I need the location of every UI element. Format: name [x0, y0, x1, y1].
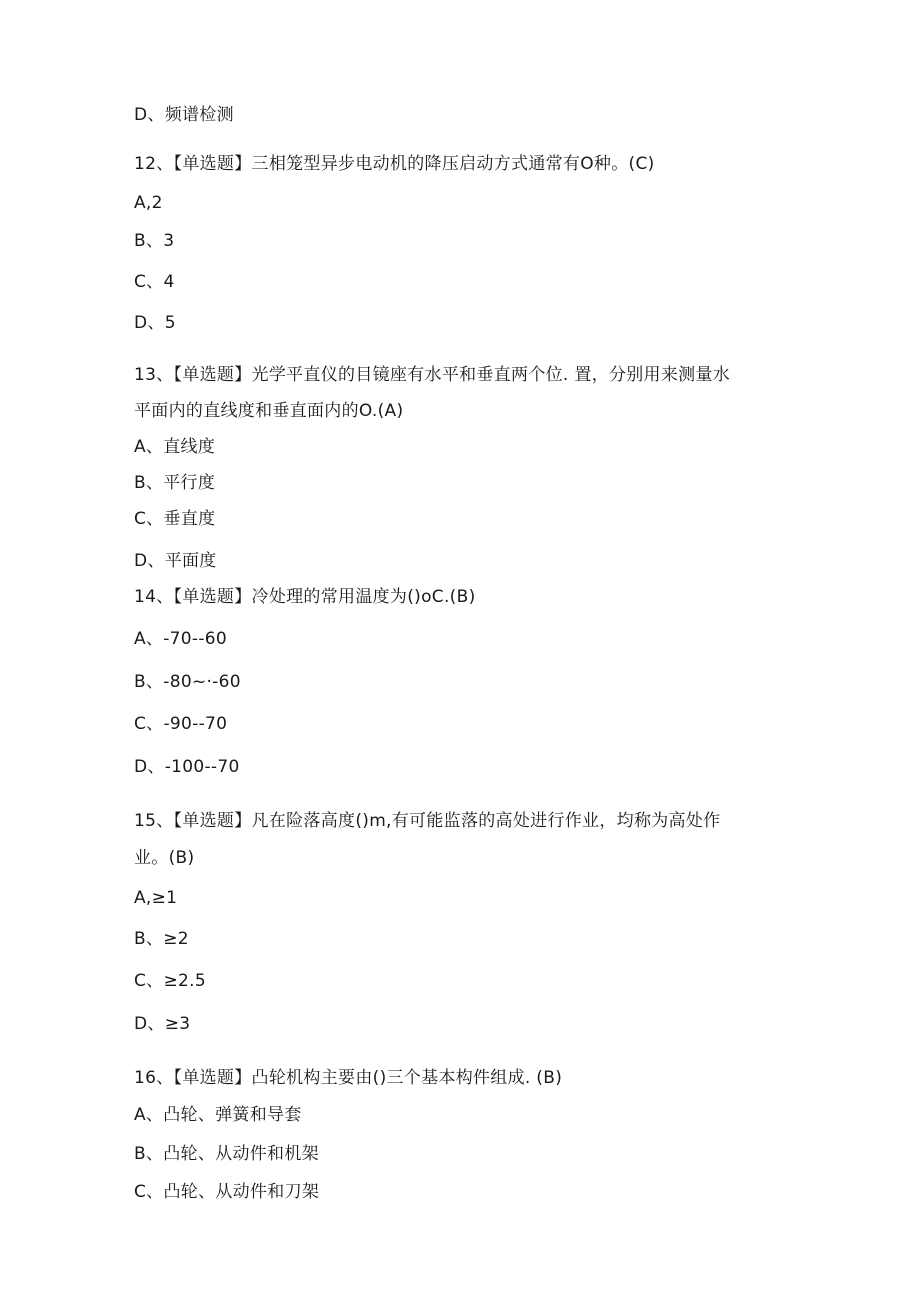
q15-option-a: A,≥1 — [134, 888, 178, 908]
q16-option-c: C、凸轮、从动件和刀架 — [134, 1182, 320, 1202]
q15-question-line1: 15、【单选题】凡在险落高度()m,有可能监落的高处进行作业，均称为高处作 — [134, 811, 721, 831]
q13-option-a: A、直线度 — [134, 437, 216, 457]
q15-option-c: C、≥2.5 — [134, 971, 206, 991]
q12-option-c: C、4 — [134, 272, 175, 292]
q12-option-b: B、3 — [134, 231, 175, 251]
q14-option-b: B、-80~·-60 — [134, 672, 241, 692]
q14-option-c: C、-90--70 — [134, 714, 228, 734]
q16-option-a: A、凸轮、弹簧和导套 — [134, 1105, 302, 1125]
q14-question: 14、【单选题】冷处理的常用温度为()oC.(B) — [134, 587, 476, 607]
q16-option-b: B、凸轮、从动件和机架 — [134, 1144, 319, 1164]
q13-option-c: C、垂直度 — [134, 509, 216, 529]
q13-question-line1: 13、【单选题】光学平直仪的目镜座有水平和垂直两个位. 置，分别用来测量水 — [134, 365, 731, 385]
q12-option-d: D、5 — [134, 313, 176, 333]
q15-option-b: B、≥2 — [134, 929, 189, 949]
q15-question-line2: 业。(B) — [134, 848, 195, 868]
q15-option-d: D、≥3 — [134, 1014, 191, 1034]
q13-option-b: B、平行度 — [134, 473, 216, 493]
q14-option-d: D、-100--70 — [134, 757, 240, 777]
q12-option-a: A,2 — [134, 193, 163, 213]
q12-question: 12、【单选题】三相笼型异步电动机的降压启动方式通常有O种。(C) — [134, 154, 655, 174]
q13-option-d: D、平面度 — [134, 551, 217, 571]
q11-option-d: D、频谱检测 — [134, 105, 234, 125]
q13-question-line2: 平面内的直线度和垂直面内的O.(A) — [134, 401, 404, 421]
q14-option-a: A、-70--60 — [134, 629, 227, 649]
q16-question: 16、【单选题】凸轮机构主要由()三个基本构件组成. (B) — [134, 1068, 563, 1088]
